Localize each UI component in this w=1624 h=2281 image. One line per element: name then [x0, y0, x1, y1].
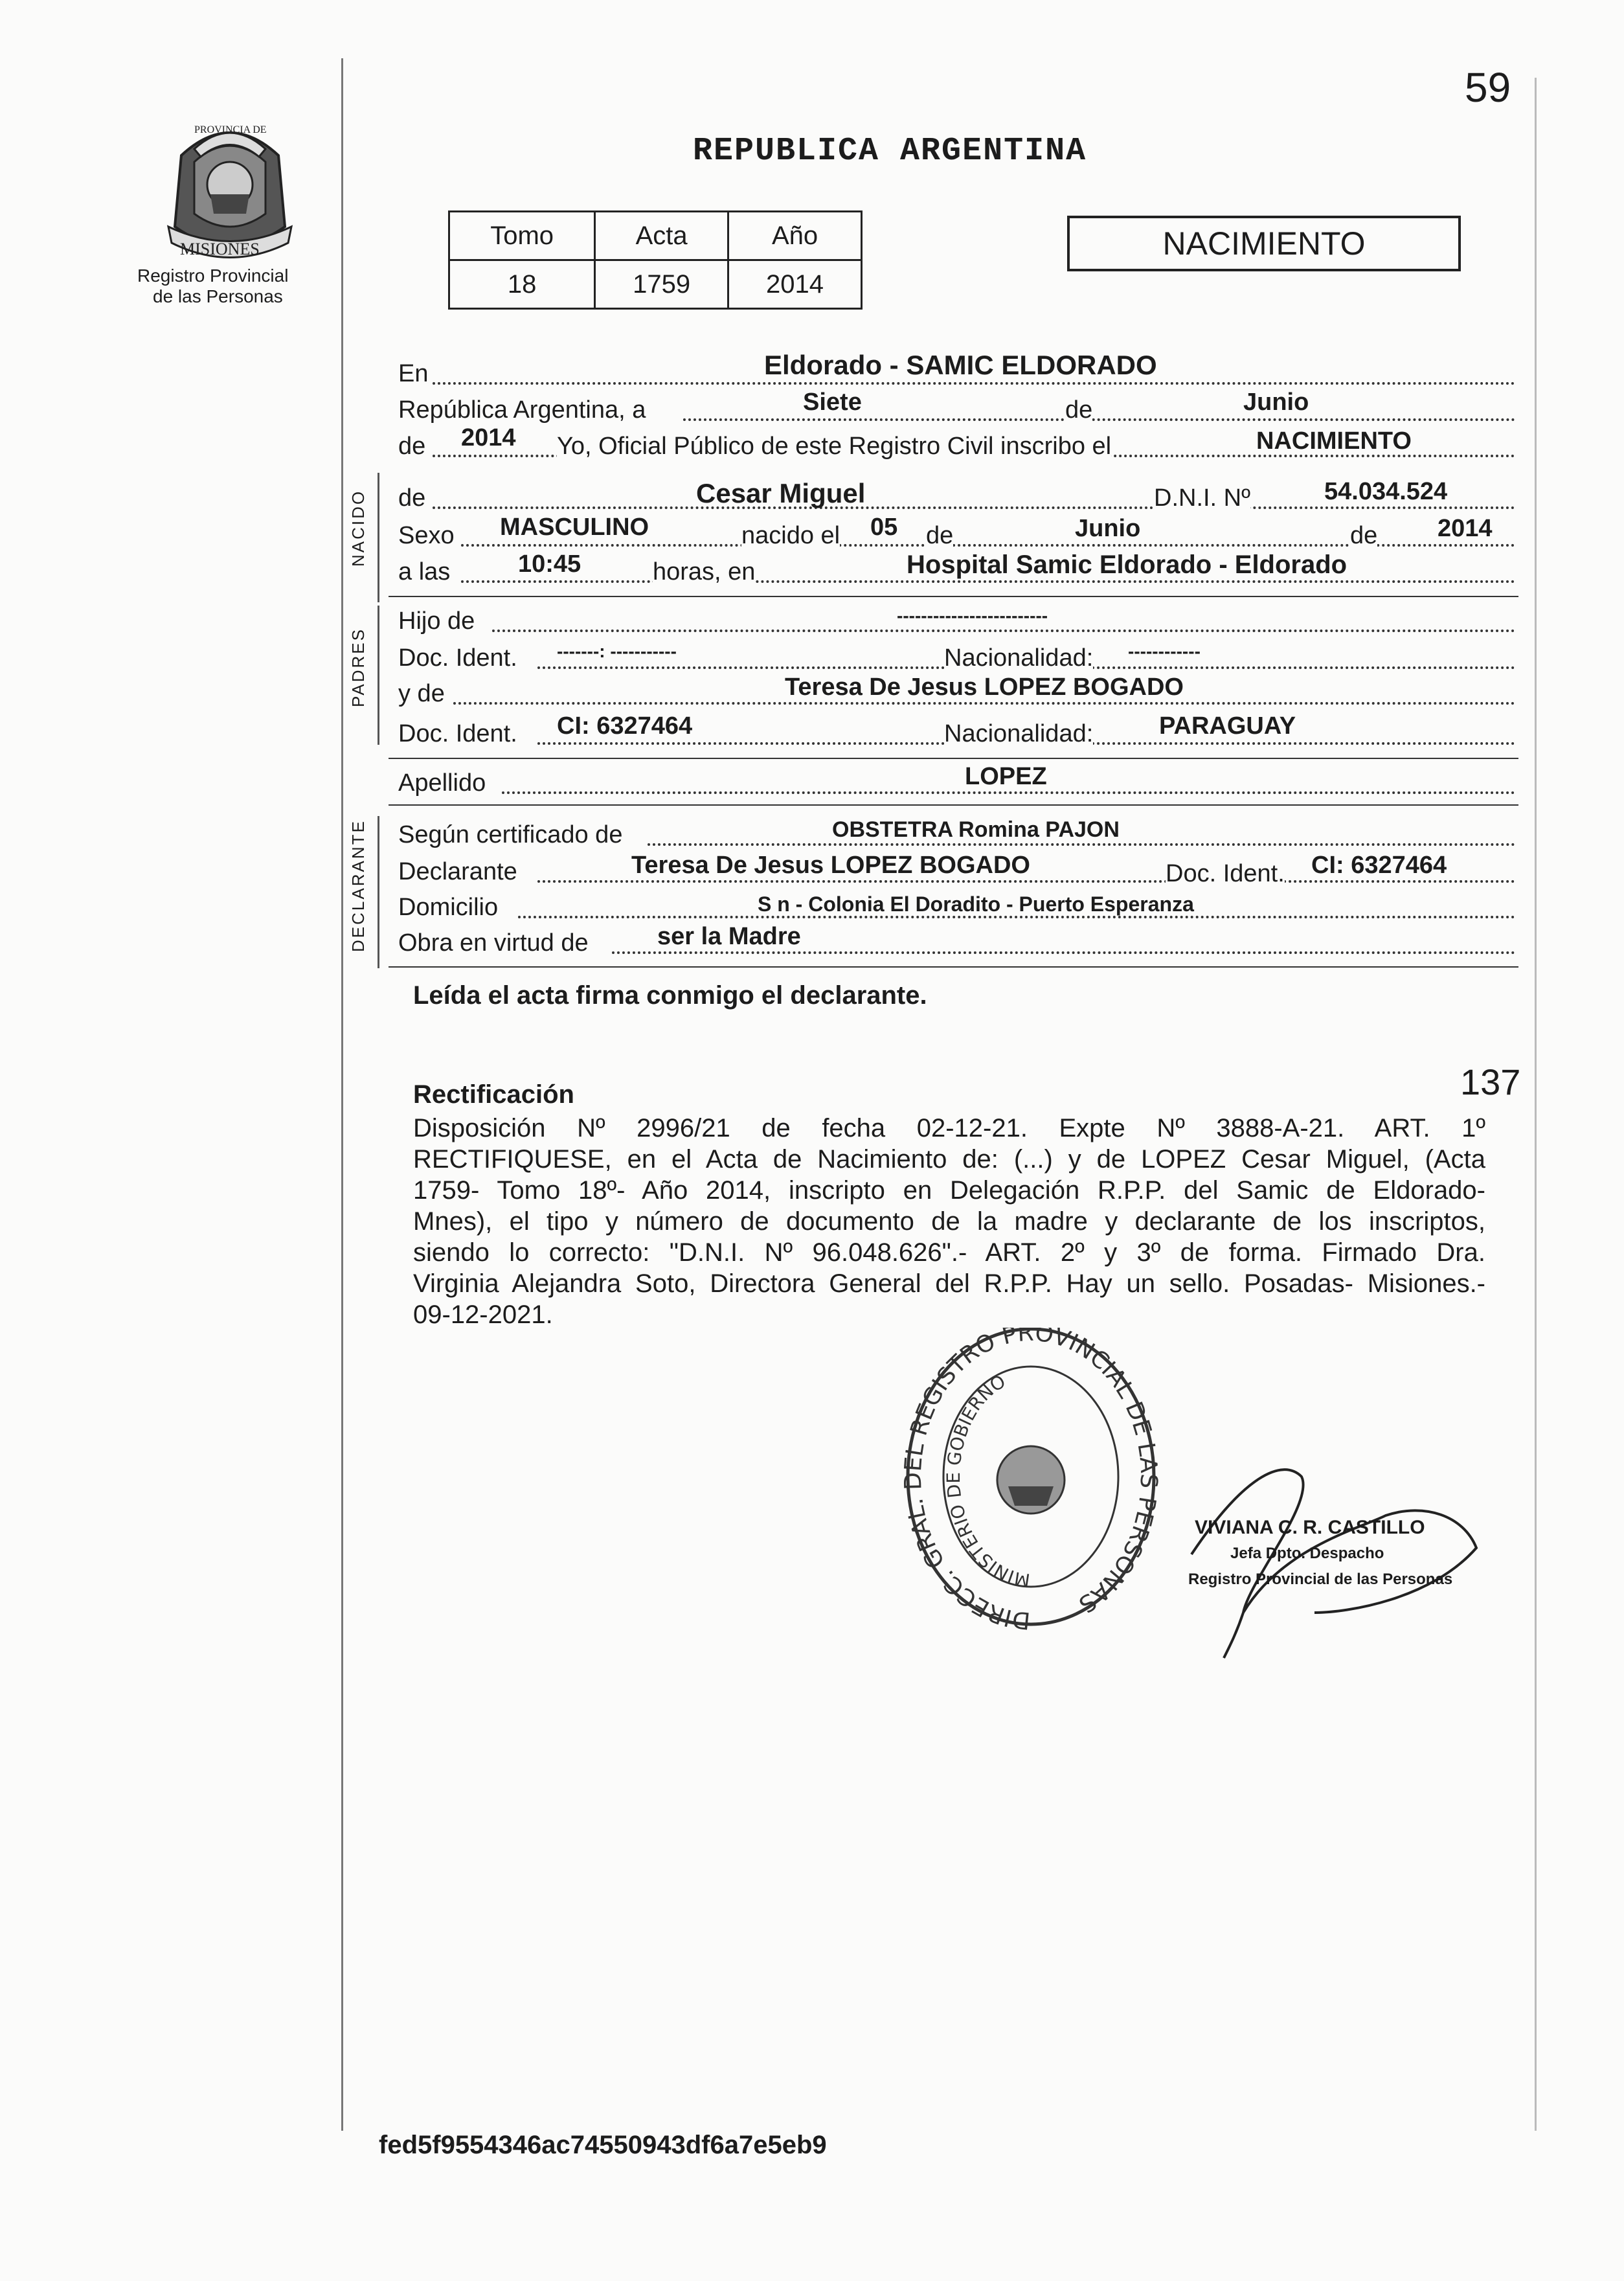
stamp-name: VIVIANA C. R. CASTILLO	[1195, 1517, 1425, 1538]
rectificacion-line: 1759- Tomo 18º- Año 2014, inscripto en Delegación R.P.P. del Samic de Eldorado-	[413, 1176, 1485, 1205]
record-index-value-row	[449, 260, 862, 309]
hora-dots	[461, 580, 1515, 583]
emblem-caption-2: de las Personas	[153, 286, 283, 306]
month-value: Junio	[1243, 389, 1309, 416]
nacido-label: nacido el	[741, 522, 840, 549]
obra-value: ser la Madre	[657, 923, 801, 950]
emblem-caption-1: Registro Provincial	[137, 266, 289, 286]
yde-dots	[453, 702, 1515, 705]
nacido-de2-label: de	[1350, 522, 1378, 549]
country-title: REPUBLICA ARGENTINA	[693, 133, 1087, 170]
hora-value: 10:45	[518, 550, 581, 578]
decl-doc-value: CI: 6327464	[1311, 852, 1447, 879]
inscribo-text: Yo, Oficial Público de este Registro Civil inscribo el	[557, 433, 1112, 460]
year-prefix: de	[398, 433, 426, 460]
obra-dots	[612, 951, 1515, 954]
rectificacion-line: RECTIFIQUESE, en el Acta de Nacimiento de: (...) y de LOPEZ Cesar Miguel, (Acta	[413, 1145, 1485, 1174]
acta-header: Acta	[595, 212, 728, 260]
closing-statement: Leída el acta firma conmigo el declarante.	[413, 981, 927, 1010]
name-dots	[433, 506, 1515, 509]
cert-value: OBSTETRA Romina PAJON	[832, 817, 1120, 842]
anio-header: Año	[728, 212, 862, 260]
record-index-header-row	[449, 212, 862, 260]
anio-value: 2014	[728, 260, 862, 309]
padres-divider	[389, 758, 1518, 759]
nacido-de-label: de	[926, 522, 954, 549]
stamp-title: Jefa Dpto. Despacho	[1230, 1545, 1384, 1562]
right-margin-line	[1535, 78, 1537, 2131]
name-label: de	[398, 484, 426, 512]
inscribo-value: NACIMIENTO	[1256, 427, 1412, 455]
decl-label: Declarante	[398, 858, 517, 885]
nac1-label: Nacionalidad:	[944, 644, 1094, 672]
year-value: 2014	[461, 424, 516, 451]
page-number: 59	[1465, 64, 1511, 111]
apellido-dots	[502, 791, 1515, 794]
official-seal	[901, 1328, 1160, 1651]
madre-value: Teresa De Jesus LOPEZ BOGADO	[785, 674, 1184, 701]
month-de-label: de	[1065, 396, 1093, 424]
decl-doc-label: Doc. Ident.	[1166, 860, 1285, 887]
hora-label: a las	[398, 558, 451, 585]
stamp-office: Registro Provincial de las Personas	[1188, 1571, 1453, 1588]
republica-dots	[683, 418, 1515, 421]
emblem-ribbon: MISIONES	[180, 240, 260, 258]
cert-dots	[648, 843, 1515, 846]
declarante-bracket	[378, 816, 379, 968]
record-type-box	[1067, 216, 1461, 271]
en-value: Eldorado - SAMIC ELDORADO	[764, 350, 1157, 380]
sexo-label: Sexo	[398, 522, 455, 549]
folio-number: 137	[1460, 1061, 1521, 1102]
decl-value: Teresa De Jesus LOPEZ BOGADO	[631, 852, 1030, 879]
sexo-value: MASCULINO	[500, 514, 649, 541]
rectificacion-line: Virginia Alejandra Soto, Directora General del R.P.P. Hay un sello. Posadas- Misiones.-	[413, 1269, 1485, 1298]
seal-ring-text: DIRECC. GRAL. DEL REGISTRO PROVINCIAL DE LAS PERSONAS	[901, 1328, 1160, 1634]
nacido-bracket	[378, 473, 379, 602]
rectificacion-last-line: 09-12-2021.	[413, 1300, 553, 1329]
declarante-divider	[389, 966, 1518, 968]
dni-label: D.N.I. Nº	[1154, 484, 1250, 512]
apellido-label: Apellido	[398, 769, 486, 797]
rectificacion-body	[413, 1113, 1485, 1330]
horas-en-label: horas, en	[653, 558, 756, 585]
nacido-divider	[389, 596, 1518, 597]
seal-inner-text: MINISTERIO DE GOBIERNO	[942, 1370, 1032, 1591]
doc1-value: -------: -----------	[557, 641, 677, 661]
hijo-value: -------------------------	[897, 606, 1048, 626]
cert-label: Según certificado de	[398, 821, 623, 848]
name-value: Cesar Miguel	[696, 478, 866, 508]
en-label: En	[398, 360, 429, 387]
rectificacion-title: Rectificación	[413, 1080, 574, 1109]
apellido-divider	[389, 804, 1518, 806]
nac1-value: ------------	[1128, 641, 1201, 661]
record-index-table	[448, 210, 863, 310]
document-hash: fed5f9554346ac74550943df6a7e5eb9	[379, 2131, 827, 2159]
nacido-day: 05	[870, 514, 898, 541]
en-dots	[433, 382, 1515, 385]
dom-label: Domicilio	[398, 894, 499, 921]
dni-value: 54.034.524	[1324, 478, 1448, 505]
nac2-value: PARAGUAY	[1159, 712, 1296, 740]
lugar-value: Hospital Samic Eldorado - Eldorado	[907, 550, 1348, 579]
obra-label: Obra en virtud de	[398, 929, 589, 957]
apellido-value: LOPEZ	[965, 763, 1047, 790]
nacido-month: Junio	[1075, 515, 1141, 542]
hijo-dots	[492, 630, 1515, 632]
nacido-year: 2014	[1438, 515, 1493, 542]
rectificacion-line: Mnes), el tipo y número de documento de la madre y declarante de los inscriptos,	[413, 1207, 1485, 1236]
nac2-label: Nacionalidad:	[944, 720, 1094, 747]
acta-value: 1759	[595, 260, 728, 309]
emblem-banner: PROVINCIA DE	[194, 124, 267, 135]
section-padres-label: PADRES	[348, 628, 368, 707]
republica-label: República Argentina, a	[398, 396, 646, 424]
tomo-value: 18	[449, 260, 595, 309]
section-nacido-label: NACIDO	[348, 489, 368, 567]
rectificacion-line: Disposición Nº 2996/21 de fecha 02-12-21. Expte Nº 3888-A-21. ART. 1º	[413, 1114, 1485, 1142]
doc1-label: Doc. Ident.	[398, 644, 517, 672]
yde-label: y de	[398, 680, 445, 707]
dom-value: S n - Colonia El Doradito - Puerto Esperanza	[758, 892, 1194, 916]
padres-bracket	[378, 606, 379, 745]
doc2-value: CI: 6327464	[557, 712, 693, 740]
rectificacion-line: siendo lo correcto: "D.N.I. Nº 96.048.626".- ART. 2º y 3º de forma. Firmado Dra.	[413, 1238, 1485, 1267]
day-written: Siete	[803, 389, 862, 416]
record-type: NACIMIENTO	[1162, 225, 1366, 262]
doc2-label: Doc. Ident.	[398, 720, 517, 747]
left-margin-line	[341, 58, 343, 2131]
tomo-header: Tomo	[449, 212, 595, 260]
decl-dots	[537, 880, 1515, 883]
hijo-label: Hijo de	[398, 607, 475, 635]
seal-icon	[901, 1328, 1160, 1651]
section-declarante-label: DECLARANTE	[348, 819, 368, 952]
